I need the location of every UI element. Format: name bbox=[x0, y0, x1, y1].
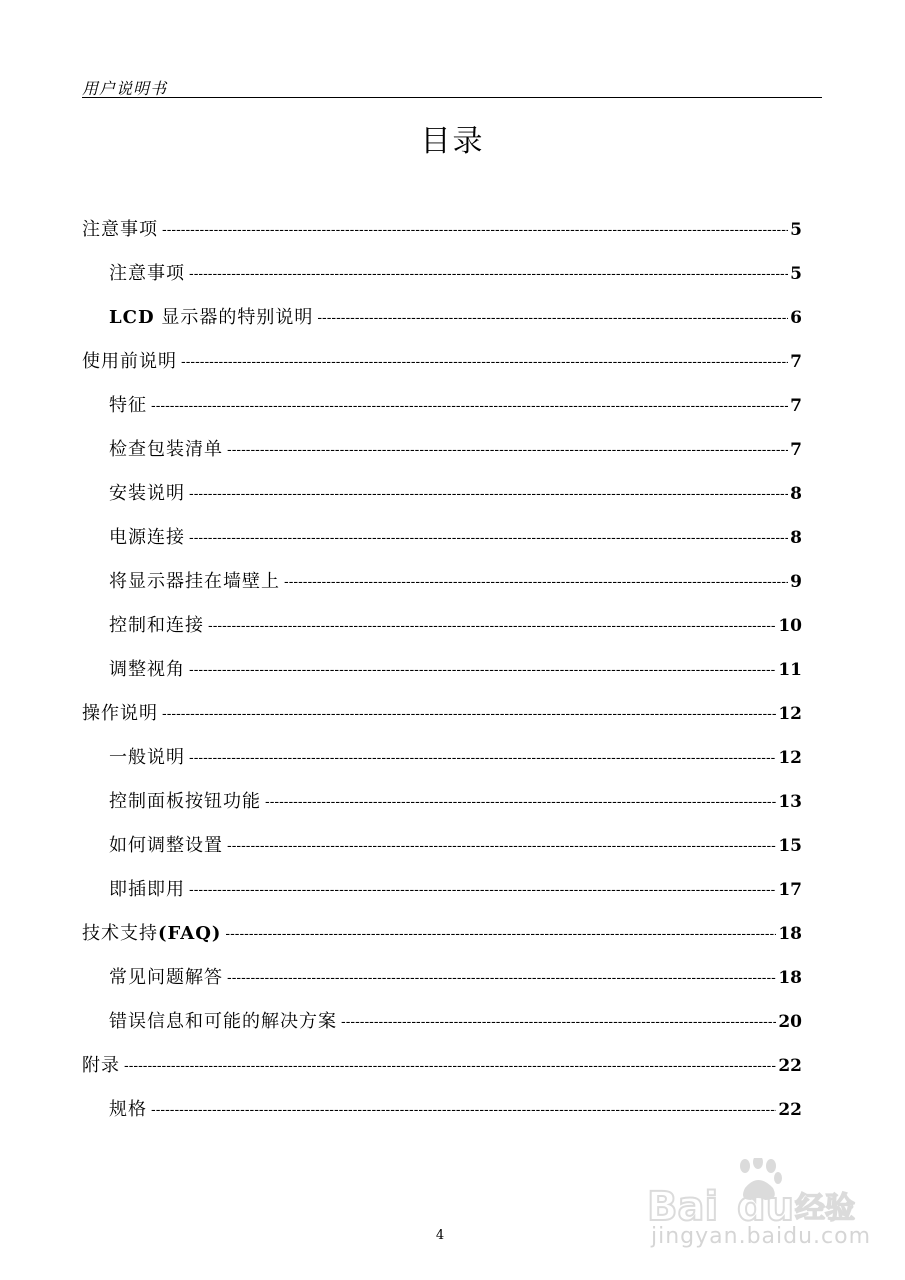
toc-entry-page: 7 bbox=[790, 440, 802, 460]
toc-entry-label-text: 将显示器挂在墙壁上 bbox=[109, 571, 280, 592]
toc-entry-label-text: 注意事项 bbox=[109, 263, 185, 284]
toc-entry-label-text: 检查包装清单 bbox=[109, 439, 223, 460]
toc-entry-leader bbox=[225, 912, 776, 956]
toc-entry-leader bbox=[151, 384, 788, 428]
toc-entry-leader bbox=[227, 824, 776, 868]
svg-text:du: du bbox=[737, 1184, 795, 1228]
toc-entry-page: 8 bbox=[790, 528, 802, 548]
toc-entry-label-text: 操作说明 bbox=[82, 703, 158, 724]
toc-entry-page: 12 bbox=[778, 704, 802, 724]
header-rule bbox=[82, 97, 822, 98]
toc-entry-label-text: 调整视角 bbox=[109, 659, 185, 680]
toc-entry-label-text: 电源连接 bbox=[109, 527, 185, 548]
toc-entry-page: 20 bbox=[778, 1012, 802, 1032]
toc-entry-page: 11 bbox=[778, 660, 802, 680]
toc-entry-label-text: 使用前说明 bbox=[82, 351, 177, 372]
toc-entry-page: 7 bbox=[790, 396, 802, 416]
toc-entry bbox=[82, 736, 802, 780]
toc-entry bbox=[82, 1044, 802, 1088]
toc-entry-label bbox=[109, 824, 227, 868]
toc-entry-label bbox=[109, 296, 317, 340]
toc-entry bbox=[82, 516, 802, 560]
toc-entry-leader bbox=[189, 252, 788, 296]
toc-entry-page: 17 bbox=[778, 880, 802, 900]
toc-entry-label bbox=[82, 208, 162, 252]
toc-entry-page: 15 bbox=[778, 836, 802, 856]
toc-entry-label-bold: LCD bbox=[109, 307, 155, 328]
toc-entry bbox=[82, 384, 802, 428]
toc-entry bbox=[82, 780, 802, 824]
toc-entry-leader bbox=[189, 648, 776, 692]
toc-entry bbox=[82, 296, 802, 340]
toc-entry-label bbox=[109, 648, 189, 692]
toc-entry-label bbox=[109, 428, 227, 472]
toc-entry-page: 18 bbox=[778, 968, 802, 988]
toc-entry-label bbox=[109, 252, 189, 296]
toc-entry-label bbox=[109, 736, 189, 780]
toc-entry-label bbox=[109, 1088, 151, 1132]
toc-entry-leader bbox=[151, 1088, 776, 1132]
toc-entry-label bbox=[109, 1000, 341, 1044]
toc-entry-label-text: 显示器的特别说明 bbox=[154, 307, 314, 328]
toc-entry-page: 18 bbox=[778, 924, 802, 944]
watermark-url: jingyan.baidu.com bbox=[651, 1224, 872, 1249]
toc-entry-label-text: 即插即用 bbox=[109, 879, 185, 900]
toc-entry-page: 13 bbox=[778, 792, 802, 812]
toc-entry bbox=[82, 208, 802, 252]
toc-entry-leader bbox=[265, 780, 776, 824]
toc-entry-leader bbox=[208, 604, 776, 648]
toc-entry-leader bbox=[162, 208, 788, 252]
toc-entry bbox=[82, 956, 802, 1000]
toc-entry bbox=[82, 340, 802, 384]
toc-entry-leader bbox=[284, 560, 788, 604]
toc-entry-label-text: 注意事项 bbox=[82, 219, 158, 240]
toc-entry-leader bbox=[124, 1044, 776, 1088]
toc-entry-leader bbox=[317, 296, 788, 340]
toc-entry-page: 22 bbox=[778, 1100, 802, 1120]
toc-entry-label bbox=[109, 868, 189, 912]
toc-entry-label bbox=[82, 912, 225, 956]
toc-entry-label bbox=[82, 340, 181, 384]
toc-entry bbox=[82, 472, 802, 516]
toc-entry-label bbox=[109, 560, 284, 604]
toc-entry bbox=[82, 692, 802, 736]
toc-entry bbox=[82, 912, 802, 956]
toc-entry-leader bbox=[189, 736, 776, 780]
toc-entry-label bbox=[109, 384, 151, 428]
toc-entry-page: 5 bbox=[790, 220, 802, 240]
toc-entry-page: 7 bbox=[790, 352, 802, 372]
page-number: 4 bbox=[435, 1228, 445, 1243]
toc-entry-label-text: 安装说明 bbox=[109, 483, 185, 504]
toc-entry-page: 6 bbox=[790, 308, 802, 328]
toc-entry-leader bbox=[341, 1000, 776, 1044]
toc-entry-page: 9 bbox=[790, 572, 802, 592]
toc-entry-label-bold: (FAQ) bbox=[158, 923, 222, 944]
toc-entry-page: 22 bbox=[778, 1056, 802, 1076]
toc-entry-label bbox=[109, 780, 265, 824]
toc-entry bbox=[82, 560, 802, 604]
header-title: 用户说明书 bbox=[82, 79, 168, 98]
baidu-jingyan-watermark bbox=[645, 1140, 875, 1260]
table-of-contents bbox=[82, 208, 802, 1132]
toc-entry-label-text: 技术支持 bbox=[82, 923, 158, 944]
toc-entry bbox=[82, 1000, 802, 1044]
toc-entry bbox=[82, 1088, 802, 1132]
toc-entry-page: 8 bbox=[790, 484, 802, 504]
svg-text:经验: 经验 bbox=[795, 1191, 855, 1226]
toc-entry bbox=[82, 252, 802, 296]
toc-entry bbox=[82, 868, 802, 912]
toc-entry-label bbox=[82, 692, 162, 736]
toc-entry bbox=[82, 648, 802, 692]
baidu-logo-icon bbox=[645, 1158, 875, 1228]
toc-entry-label bbox=[82, 1044, 124, 1088]
toc-entry-label-text: 附录 bbox=[82, 1055, 120, 1076]
toc-entry-label-text: 错误信息和可能的解决方案 bbox=[109, 1011, 337, 1032]
toc-entry-label bbox=[109, 604, 208, 648]
toc-entry-leader bbox=[227, 428, 788, 472]
toc-entry-page: 5 bbox=[790, 264, 802, 284]
toc-entry-leader bbox=[189, 516, 788, 560]
toc-entry-label bbox=[109, 956, 227, 1000]
toc-entry-label-text: 控制面板按钮功能 bbox=[109, 791, 261, 812]
toc-entry-leader bbox=[227, 956, 776, 1000]
toc-entry-page: 12 bbox=[778, 748, 802, 768]
toc-entry-label bbox=[109, 472, 189, 516]
svg-text:Bai: Bai bbox=[647, 1184, 719, 1228]
toc-entry-label bbox=[109, 516, 189, 560]
toc-entry-label-text: 规格 bbox=[109, 1099, 147, 1120]
toc-entry-label-text: 如何调整设置 bbox=[109, 835, 223, 856]
toc-entry-leader bbox=[181, 340, 788, 384]
toc-entry-leader bbox=[189, 472, 788, 516]
toc-entry-page: 10 bbox=[778, 616, 802, 636]
toc-entry-leader bbox=[189, 868, 776, 912]
toc-entry bbox=[82, 824, 802, 868]
toc-entry-label-text: 控制和连接 bbox=[109, 615, 204, 636]
toc-entry-label-text: 常见问题解答 bbox=[109, 967, 223, 988]
toc-entry bbox=[82, 428, 802, 472]
toc-entry bbox=[82, 604, 802, 648]
toc-entry-label-text: 一般说明 bbox=[109, 747, 185, 768]
toc-entry-label-text: 特征 bbox=[109, 395, 147, 416]
toc-entry-leader bbox=[162, 692, 776, 736]
toc-title: 目录 bbox=[420, 124, 485, 159]
